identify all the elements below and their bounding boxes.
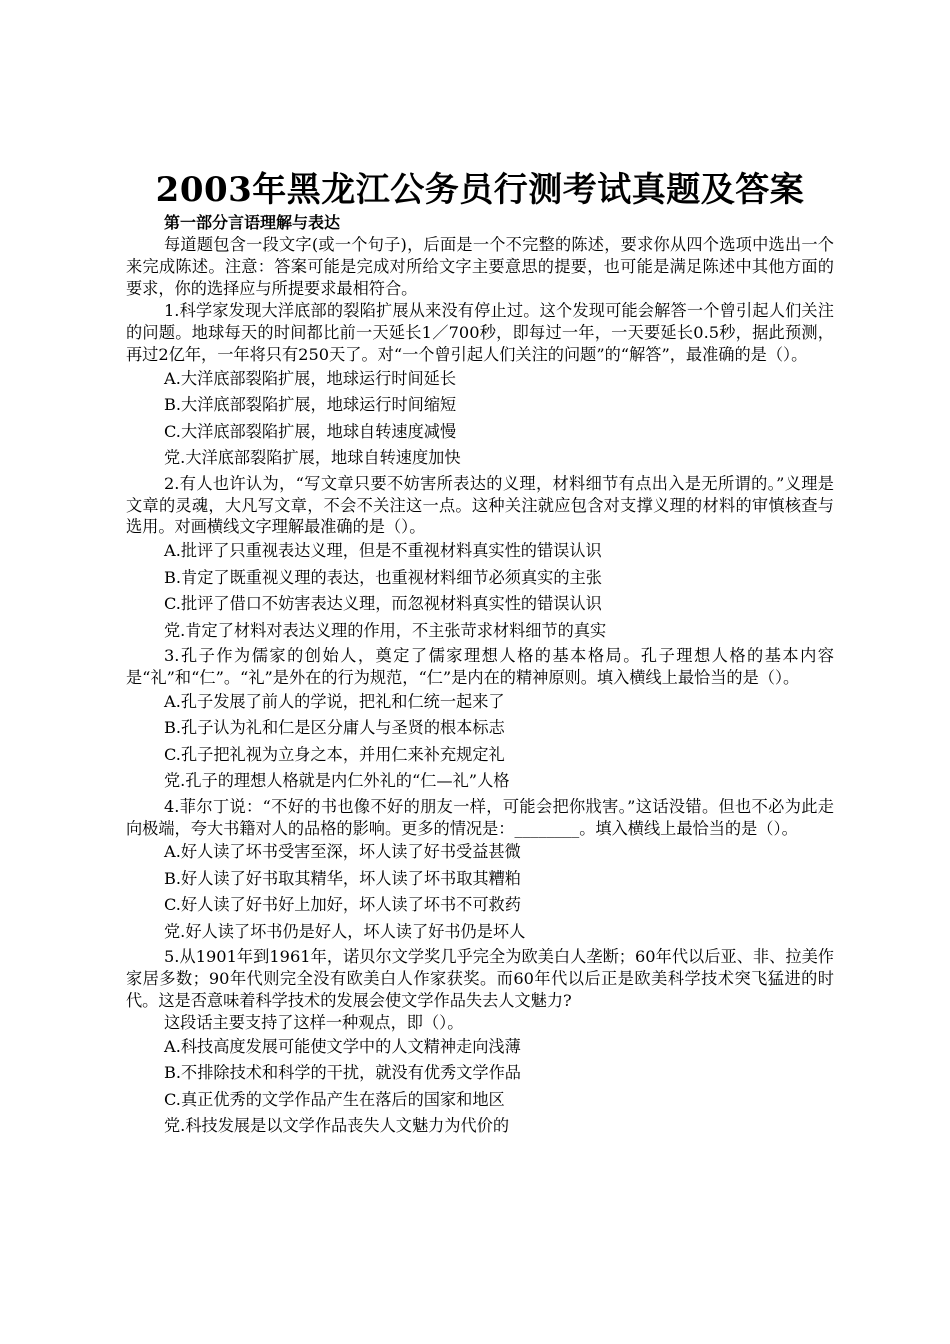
- question-stem: 1.科学家发现大洋底部的裂陷扩展从来没有停止过。这个发现可能会解答一个曾引起人们关注的问题。地球每天的时间都比前一天延长1／700秒，即每过一年，一天要延长0.5秒，据此预测，再过2亿年，一年将只有250天了。对“一个曾引起人们关注的问题”的“解答”，最准确的是（）。: [126, 301, 834, 364]
- option-d: 党.好人读了坏书仍是好人，坏人读了好书仍是坏人: [164, 921, 526, 941]
- option-d: 党.孔子的理想人格就是内仁外礼的“仁—礼”人格: [164, 771, 510, 791]
- option-c: C.大洋底部裂陷扩展，地球自转速度减慢: [164, 421, 457, 441]
- section-heading: 第一部分言语理解与表达: [164, 213, 341, 232]
- option-c: C.批评了借口不妨害表达义理，而忽视材料真实性的错误认识: [164, 594, 602, 614]
- option-b: B.肯定了既重视义理的表达，也重视材料细节必须真实的主张: [164, 567, 602, 587]
- option-c: C.好人读了好书好上加好，坏人读了坏书不可救药: [164, 895, 521, 915]
- option-b: B.孔子认为礼和仁是区分庸人与圣贤的根本标志: [164, 718, 505, 738]
- option-a: A.科技高度发展可能使文学中的人文精神走向浅薄: [164, 1036, 521, 1056]
- option-a: A.大洋底部裂陷扩展，地球运行时间延长: [164, 368, 457, 388]
- question-4: [126, 796, 834, 946]
- question-stem: 2.有人也许认为，“写文章只要不妨害所表达的义理，材料细节有点出入是无所谓的。”义理是文章的灵魂，大凡写文章，不会不关注这一点。这种关注就应包含对支撑义理的材料的审慎核查与选用。对画横线文字理解最准确的是（）。: [126, 473, 834, 537]
- option-b: B.好人读了好书取其精华，坏人读了坏书取其糟粕: [164, 868, 521, 888]
- question-1: [126, 300, 834, 471]
- option-a: A.孔子发展了前人的学说，把礼和仁统一起来了: [164, 691, 505, 711]
- document-title: 2003年黑龙江公务员行测考试真题及答案: [155, 170, 805, 210]
- document-page: [126, 168, 834, 1140]
- question-2: [126, 473, 834, 644]
- question-stem: 5.从1901年到1961年，诺贝尔文学奖几乎完全为欧美白人垄断；60年代以后亚、非、拉美作家居多数；90年代则完全没有欧美白人作家获奖。而60年代以后正是欧美科学技术突飞猛进的时代。这是否意味着科学技术的发展会使文学作品失去人文魅力?: [126, 947, 834, 1010]
- option-b: B.不排除技术和科学的干扰，就没有优秀文学作品: [164, 1063, 521, 1083]
- question-stem: 3.孔子作为儒家的创始人，奠定了儒家理想人格的基本格局。孔子理想人格的基本内容是“礼”和“仁”。“礼”是外在的行为规范，“仁”是内在的精神原则。填入横线上最恰当的是（）。: [126, 646, 834, 687]
- option-c: C.真正优秀的文学作品产生在落后的国家和地区: [164, 1089, 505, 1109]
- option-a: A.批评了只重视表达义理，但是不重视材料真实性的错误认识: [164, 541, 602, 561]
- option-d: 党.科技发展是以文学作品丧失人文魅力为代价的: [164, 1116, 510, 1136]
- question-5: [126, 946, 834, 1139]
- option-c: C.孔子把礼视为立身之本，并用仁来补充规定礼: [164, 744, 505, 764]
- question-stem: 4.菲尔丁说：“不好的书也像不好的朋友一样，可能会把你戕害。”这话没错。但也不必为此走向极端，夸大书籍对人的品格的影响。更多的情况是：________。填入横线上最恰当的是（）。: [126, 796, 834, 838]
- option-d: 党.大洋底部裂陷扩展，地球自转速度加快: [164, 448, 461, 468]
- option-a: A.好人读了坏书受害至深，坏人读了好书受益甚微: [164, 842, 521, 862]
- option-d: 党.肯定了材料对表达义理的作用，不主张苛求材料细节的真实: [164, 620, 607, 640]
- option-b: B.大洋底部裂陷扩展，地球运行时间缩短: [164, 395, 457, 415]
- instructions-paragraph: 每道题包含一段文字(或一个句子)，后面是一个不完整的陈述，要求你从四个选项中选出一个来完成陈述。注意：答案可能是完成对所给文字主要意思的提要，也可能是满足陈述中其他方面的要求，你的选择应与所提要求最相符合。: [126, 235, 834, 298]
- question-prompt: 这段话主要支持了这样一种观点，即（）。: [164, 1012, 464, 1032]
- question-3: [126, 645, 834, 795]
